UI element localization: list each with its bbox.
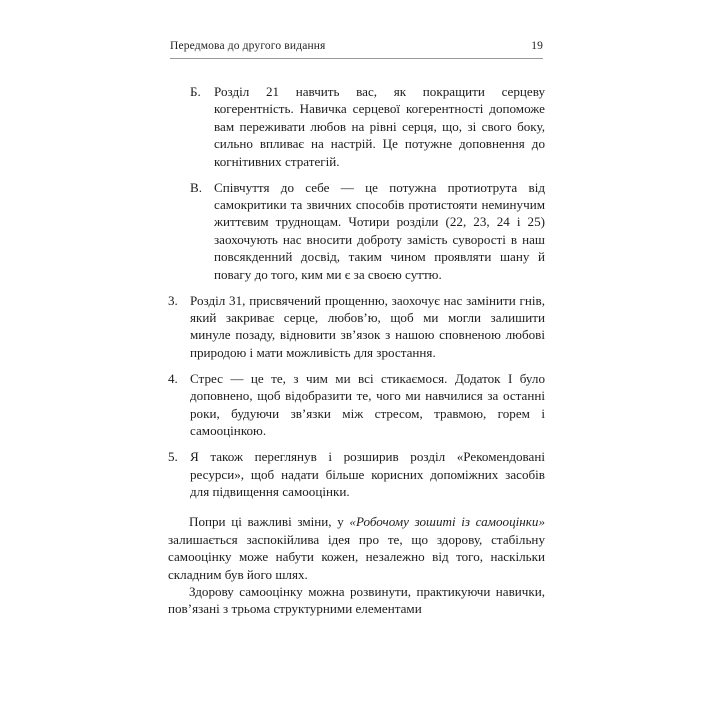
list-item [168,292,545,362]
body-paragraph [168,513,545,583]
item-spacer [168,283,545,292]
paragraph-spacer [168,500,545,513]
list-marker: В. [190,179,203,195]
page-text-block [168,83,545,618]
body-paragraph [168,583,545,618]
book-title-italic: «Робочому зошиті із самооцінки» [349,514,545,530]
item-spacer [168,440,545,449]
item-spacer [190,170,545,179]
list-item [190,179,545,283]
paragraph-lead-text: Попри ці важливі зміни, у [189,514,350,530]
page-number: 19 [531,40,543,52]
list-item [168,448,545,500]
running-header [170,40,543,52]
paragraph-lead-text: Здорову самооцінку можна розвинути, практикуючи навички, пов’язані з трьома структурними елементами [168,583,545,617]
list-item [190,83,545,170]
header-rule [170,58,543,59]
list-item-text: Співчуття до себе — це потужна протиотрута від самокритики та звичних способів протистояти неминучим життєвим труднощам. Чотири розділи (22, 23, 24 і 25) заохочують нас вносити доброту замість суворості в наш повсякденний досвід, таким чином проявляти шану й повагу до того, ким ми є за своєю суттю. [214,179,545,282]
item-spacer [168,361,545,370]
lettered-sublist [190,83,545,283]
list-marker: 3. [168,292,178,308]
paragraph-tail-text: залишається заспокійлива ідея про те, що здорову, стабільну самооцінку може набути кожен, незалежно від того, наскільки складним був його шлях. [168,531,545,582]
list-marker: 4. [168,370,178,386]
running-header-title: Передмова до другого видання [170,40,326,52]
list-item [168,370,545,440]
list-marker: Б. [190,84,201,99]
list-item-text: Розділ 31, присвячений прощенню, заохочує нас замінити гнів, який закриває серце, любов’ю, щоб ми могли залишити минуле позаду, відновити зв’язок з нашою сповненою любові природою і мати можливість для зростання. [190,292,545,360]
list-item-text: Я також переглянув і розширив розділ «Рекомендовані ресурси», щоб надати більше корисних допоміжних засобів для підвищення самооцінки. [190,449,545,499]
list-marker: 5. [168,449,178,465]
list-item-text: Стрес — це те, з чим ми всі стикаємося. Додаток I було доповнено, щоб відобразити те, чого ми навчилися за останні роки, будуючи зв’язки між стресом, травмою, горем і самооцінкою. [190,370,545,439]
list-item-text: Розділ 21 навчить вас, як покращити серцеву когерентність. Навичка серцевої когерентності допоможе вам переживати любов на рівні серця, що, зі свого боку, сильно впливає на настрій. Це потужне доповнення до когнітивних стратегій. [214,84,545,169]
